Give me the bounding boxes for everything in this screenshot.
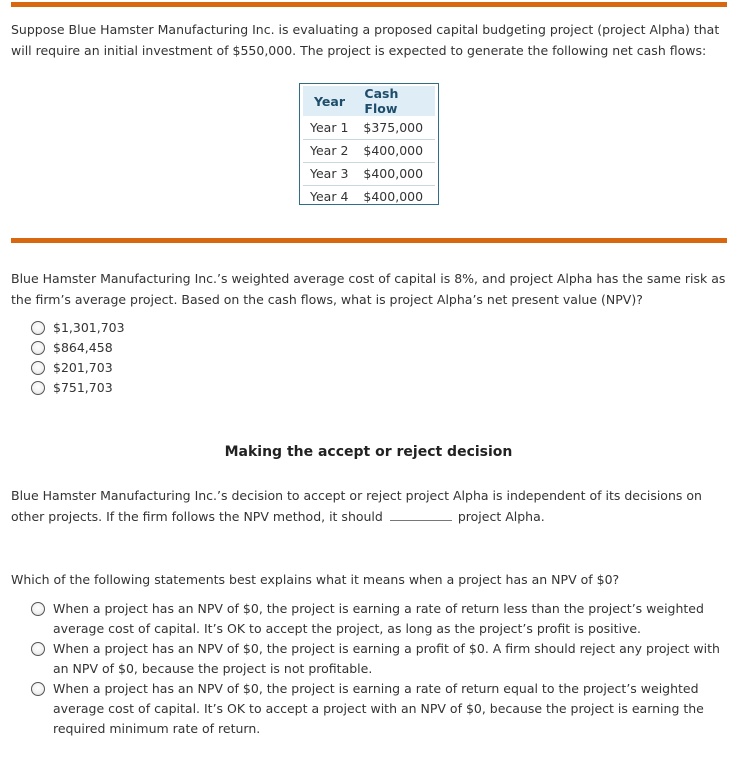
intro-paragraph: Suppose Blue Hamster Manufacturing Inc. is evaluating a proposed capital budgeting project (project Alpha) that will require an initial investment of $550,000. The project is expected to generate the following net cash flows: (11, 22, 720, 58)
option-label: $201,703 (53, 360, 113, 375)
year-cell: Year 3 (303, 162, 356, 185)
decision-text-end: project Alpha. (457, 509, 545, 524)
column-header-cash-flow: Cash Flow (356, 86, 435, 116)
option-label: When a project has an NPV of $0, the project is earning a profit of $0. A firm should reject any project with an NPV of $0, because the project is not profitable. (53, 641, 720, 676)
table-row (303, 162, 435, 185)
decision-dropdown-blank[interactable] (390, 507, 452, 521)
section-heading: Making the accept or reject decision (224, 444, 513, 460)
radio-button[interactable] (31, 321, 45, 335)
year-cell: Year 4 (303, 185, 356, 208)
table-row (303, 116, 435, 139)
option-label: When a project has an NPV of $0, the project is earning a rate of return less than the project’s weighted average cost of capital. It’s OK to accept the project, as long as the project’s profit is positive. (53, 601, 704, 636)
radio-button[interactable] (31, 602, 45, 616)
radio-button[interactable] (31, 361, 45, 375)
table-row (303, 139, 435, 162)
zero-npv-option-3[interactable] (31, 679, 727, 739)
decision-text: Blue Hamster Manufacturing Inc.’s decision to accept or reject project Alpha is independent of its decisions on other projects. If the firm follows the NPV method, it should (11, 488, 702, 524)
radio-button[interactable] (31, 341, 45, 355)
cash-flow-table (299, 83, 439, 205)
cash-flow-cell: $400,000 (356, 185, 435, 208)
radio-button[interactable] (31, 642, 45, 656)
section-divider (11, 238, 727, 243)
option-label: $1,301,703 (53, 320, 125, 335)
option-label: $751,703 (53, 380, 113, 395)
zero-npv-question-text: Which of the following statements best explains what it means when a project has an NPV of $0? (11, 572, 620, 587)
cash-flow-cell: $375,000 (363, 119, 424, 135)
npv-option-4[interactable] (31, 378, 113, 398)
zero-npv-option-1[interactable] (31, 599, 727, 639)
year-cell: Year 2 (303, 139, 356, 162)
decision-paragraph (11, 485, 727, 527)
npv-option-1[interactable] (31, 318, 125, 338)
option-label: $864,458 (53, 340, 113, 355)
npv-option-2[interactable] (31, 338, 113, 358)
table-header-row (303, 86, 435, 116)
cash-flow-cell: $400,000 (356, 162, 435, 185)
year-cell: Year 1 (310, 119, 349, 135)
radio-button[interactable] (31, 381, 45, 395)
option-label: When a project has an NPV of $0, the project is earning a rate of return equal to the project’s weighted average cost of capital. It’s OK to accept a project with an NPV of $0, because the project is earning the required minimum rate of return. (53, 681, 704, 736)
zero-npv-option-2[interactable] (31, 639, 727, 679)
npv-question-text: Blue Hamster Manufacturing Inc.’s weighted average cost of capital is 8%, and project Alpha has the same risk as the firm’s average project. Based on the cash flows, what is project Alpha’s net present value (NPV)? (11, 271, 726, 307)
top-divider (11, 2, 727, 7)
cash-flow-cell: $400,000 (356, 139, 435, 162)
column-header-year: Year (303, 86, 356, 116)
radio-button[interactable] (31, 682, 45, 696)
table-row (303, 185, 435, 208)
npv-option-3[interactable] (31, 358, 113, 378)
